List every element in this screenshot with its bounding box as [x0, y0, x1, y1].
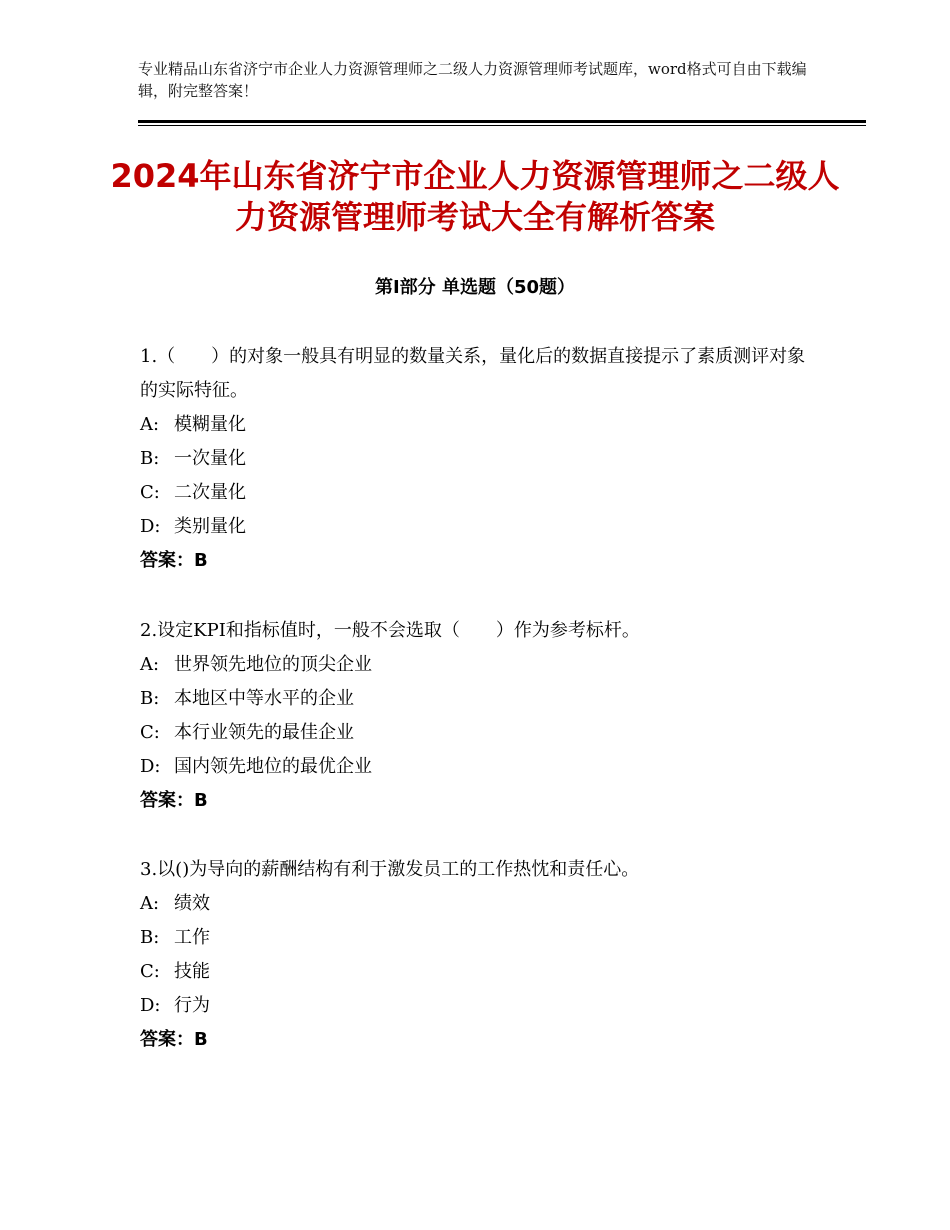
option-c	[140, 476, 820, 510]
option-text: 一次量化	[174, 448, 246, 469]
option-text: 本行业领先的最佳企业	[174, 722, 354, 743]
option-text: 世界领先地位的顶尖企业	[174, 654, 372, 675]
answer-line: 答案：B	[140, 1029, 208, 1050]
option-d	[140, 510, 820, 544]
question-stem: 1.（ ）的对象一般具有明显的数量关系，量化后的数据直接提示了素质测评对象的实际特征。	[140, 346, 806, 401]
answer-line: 答案：B	[140, 790, 208, 811]
answer-line: 答案：B	[140, 550, 208, 571]
header-note: 专业精品山东省济宁市企业人力资源管理师之二级人力资源管理师考试题库，word格式可自由下载编辑，附完整答案！	[138, 60, 807, 100]
option-c	[140, 955, 820, 989]
option-c	[140, 716, 820, 750]
option-letter: C:	[140, 961, 160, 982]
option-a	[140, 408, 820, 442]
option-text: 行为	[174, 995, 210, 1016]
option-text: 绩效	[174, 893, 210, 914]
header-rule-thick	[138, 120, 866, 123]
option-d	[140, 989, 820, 1023]
option-b	[140, 682, 820, 716]
option-text: 本地区中等水平的企业	[174, 688, 354, 709]
option-b	[140, 442, 820, 476]
option-a	[140, 648, 820, 682]
question-item	[140, 614, 820, 818]
option-letter: D:	[140, 516, 161, 537]
option-b	[140, 921, 820, 955]
option-letter: D:	[140, 995, 161, 1016]
document-title: 2024年山东省济宁市企业人力资源管理师之二级人力资源管理师考试大全有解析答案	[110, 157, 840, 236]
option-a	[140, 887, 820, 921]
option-letter: B:	[140, 688, 160, 709]
option-text: 工作	[174, 927, 210, 948]
option-text: 类别量化	[174, 516, 246, 537]
option-text: 模糊量化	[174, 414, 246, 435]
option-text: 二次量化	[174, 482, 246, 503]
option-letter: A:	[140, 893, 160, 914]
option-letter: A:	[140, 414, 160, 435]
option-d	[140, 750, 820, 784]
option-letter: B:	[140, 448, 160, 469]
section-heading: 第Ⅰ部分 单选题（50题）	[374, 277, 575, 298]
question-item	[140, 340, 820, 578]
option-letter: C:	[140, 482, 160, 503]
option-letter: C:	[140, 722, 160, 743]
question-stem: 2.设定KPI和指标值时，一般不会选取（ ）作为参考标杆。	[140, 620, 640, 641]
option-text: 技能	[174, 961, 210, 982]
option-text: 国内领先地位的最优企业	[174, 756, 372, 777]
option-letter: D:	[140, 756, 161, 777]
header-rule-thin	[138, 125, 866, 126]
option-letter: B:	[140, 927, 160, 948]
question-item	[140, 853, 820, 1057]
option-letter: A:	[140, 654, 160, 675]
question-stem: 3.以()为导向的薪酬结构有利于激发员工的工作热忱和责任心。	[140, 859, 640, 880]
